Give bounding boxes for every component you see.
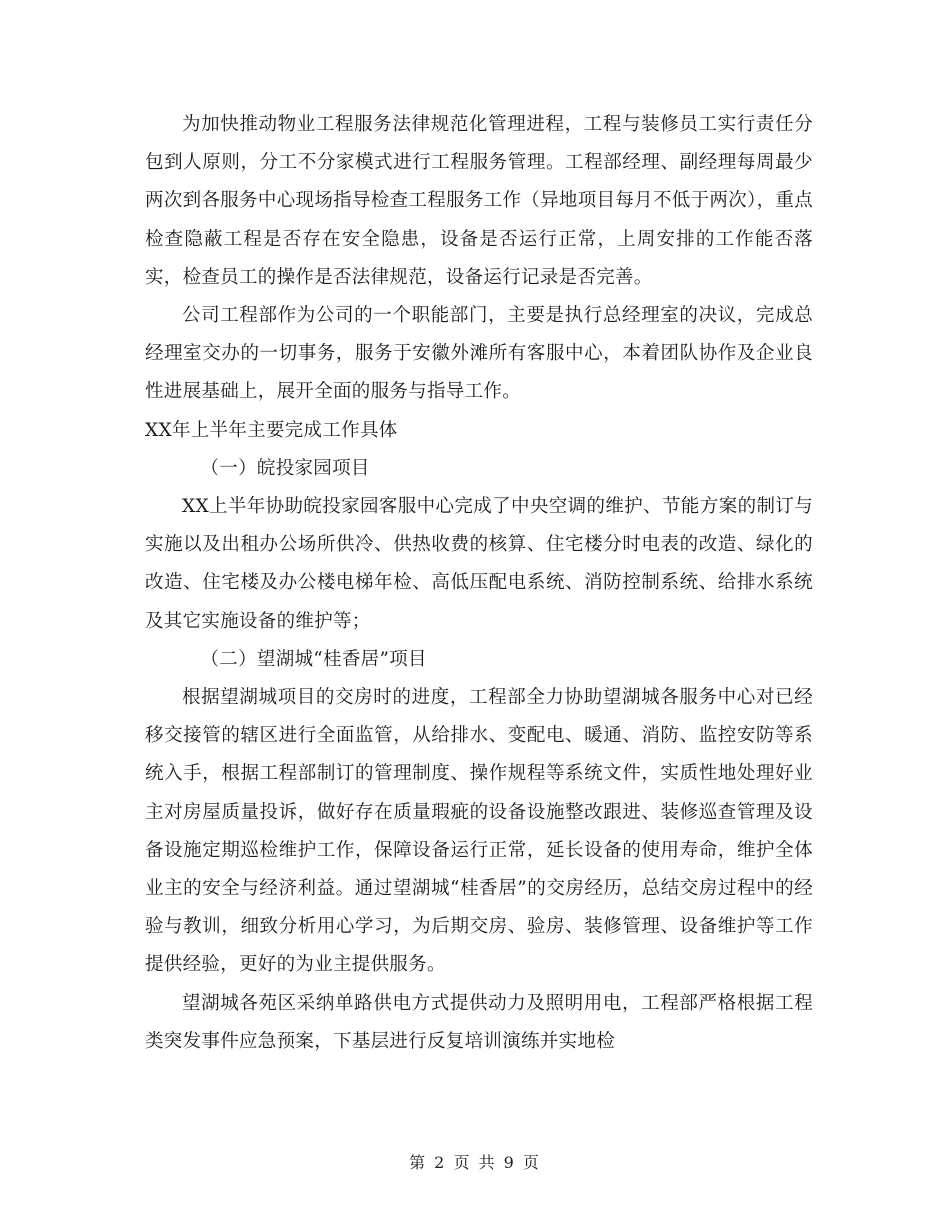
paragraph-department-role: 公司工程部作为公司的一个职能部门，主要是执行总经理室的决议，完成总经理室交办的一切事务，服务于安徽外滩所有客服中心，本着团队协作及企业良性进展基础上，展开全面的服务与指导工作。 [145, 305, 813, 403]
paragraph-wantou-details: XX上半年协助皖投家园客服中心完成了中央空调的维护、节能方案的制订与实施以及出租办公场所供冷、供热收费的核算、住宅楼分时电表的改造、绿化的改造、住宅楼及办公楼电梯年检、高低压配电系统、消防控制系统、给排水系统及其它实施设备的维护等； [145, 496, 813, 632]
page-number-footer: 第 2 页 共 9 页 [409, 1153, 541, 1172]
subheading-wantou-project: （一）皖投家园项目 [200, 457, 370, 479]
document-body [145, 106, 813, 1061]
section-heading-h1-work: XX年上半年主要完成工作具体 [145, 419, 398, 441]
paragraph-management-process: 为加快推动物业工程服务法律规范化管理进程，工程与装修员工实行责任分包到人原则，分工不分家模式进行工程服务管理。工程部经理、副经理每周最少两次到各服务中心现场指导检查工程服务工作（异地项目每月不低于两次），重点检查隐蔽工程是否存在安全隐患，设备是否运行正常，上周安排的工作能否落实，检查员工的操作是否法律规范，设备运行记录是否完善。 [145, 114, 813, 288]
paragraph-power-supply: 望湖城各苑区采纳单路供电方式提供动力及照明用电，工程部严格根据工程类突发事件应急预案，下基层进行反复培训演练并实地检 [145, 992, 813, 1052]
subheading-wanghucheng-project: （二）望湖城“桂香居”项目 [200, 648, 427, 670]
paragraph-wanghucheng-details: 根据望湖城项目的交房时的进度，工程部全力协助望湖城各服务中心对已经移交接管的辖区进行全面监管，从给排水、变配电、暖通、消防、监控安防等系统入手，根据工程部制订的管理制度、操作规程等系统文件，实质性地处理好业主对房屋质量投诉，做好存在质量瑕疵的设备设施整改跟进、装修巡查管理及设备设施定期巡检维护工作，保障设备运行正常，延长设备的使用寿命，维护全体业主的安全与经济利益。通过望湖城“桂香居”的交房经历，总结交房过程中的经验与教训，细致分析用心学习，为后期交房、验房、装修管理、设备维护等工作提供经验，更好的为业主提供服务。 [145, 687, 813, 976]
